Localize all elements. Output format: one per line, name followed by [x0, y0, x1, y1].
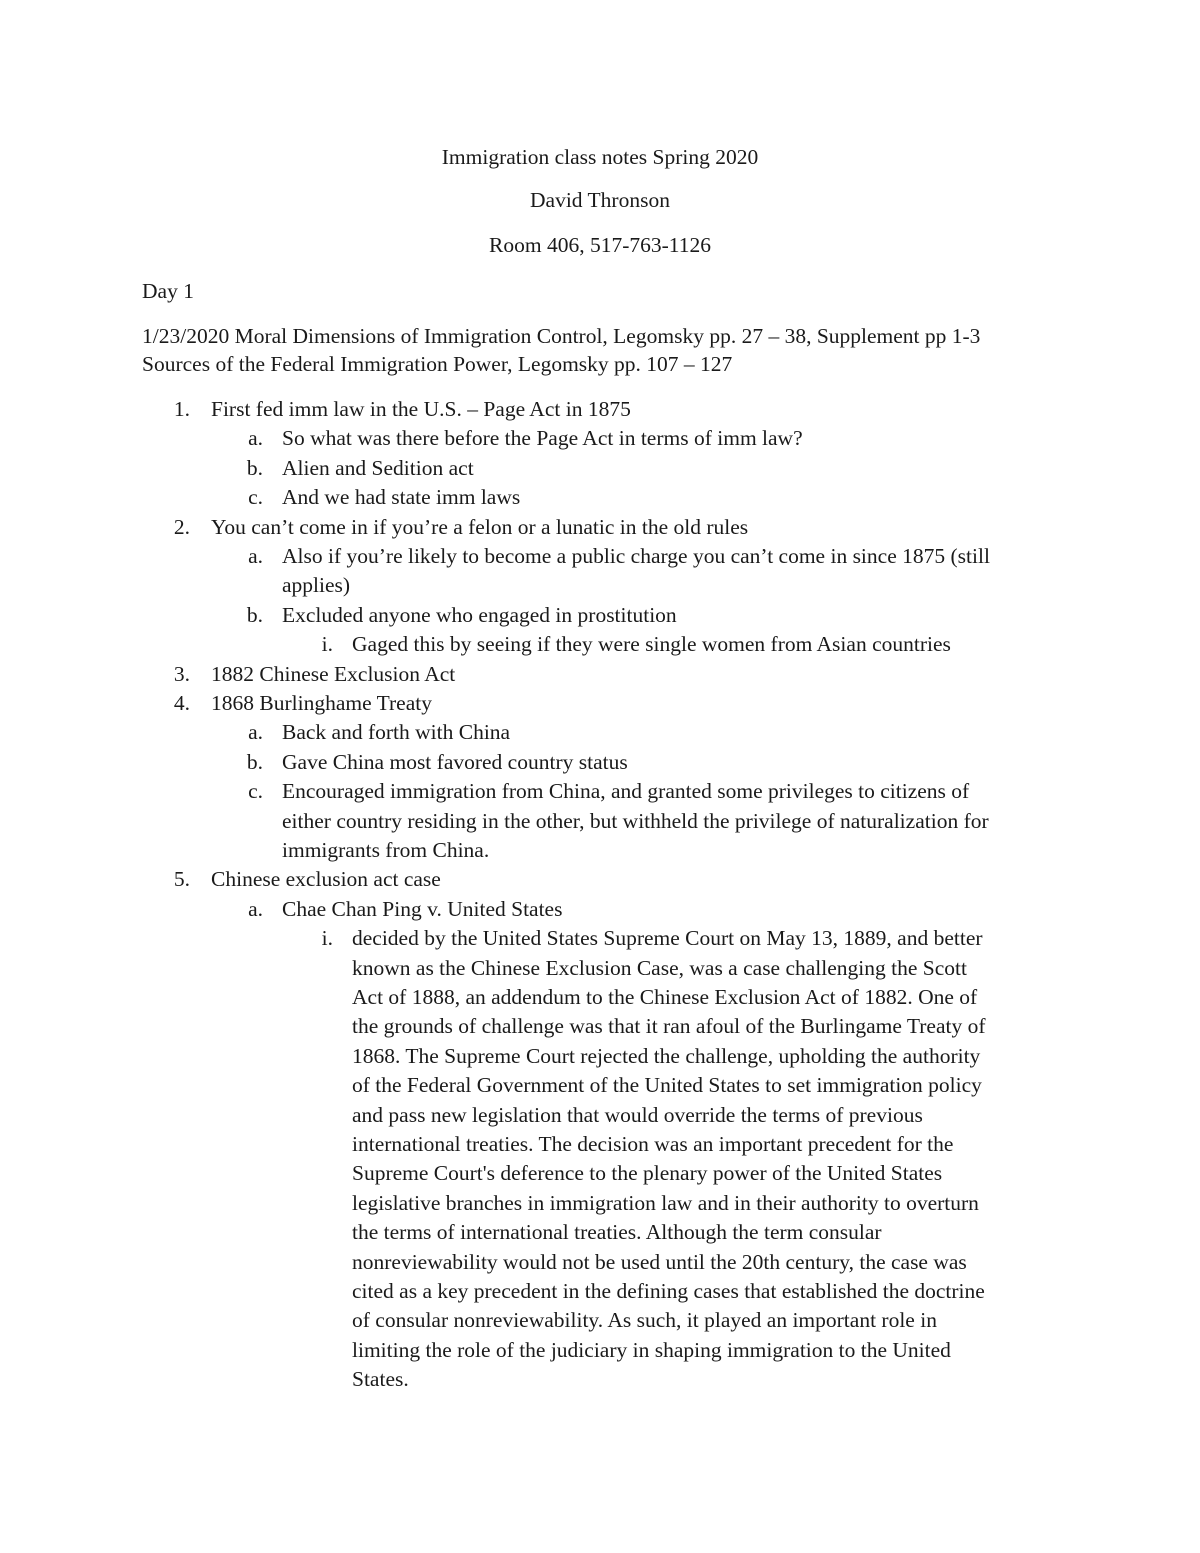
list-item-text: international treaties. The decision was an important precedent for the — [352, 1132, 954, 1156]
list-item-text: Act of 1888, an addendum to the Chinese Exclusion Act of 1882. One of — [352, 985, 978, 1009]
list-marker: b. — [246, 749, 263, 774]
list-item-text: 1868. The Supreme Court rejected the challenge, upholding the authority — [352, 1043, 981, 1068]
list-item-text: applies) — [282, 573, 351, 598]
list-item-text: known as the Chinese Exclusion Case, was a case challenging the Scott — [352, 955, 967, 980]
list-item-text: Back and forth with China — [282, 720, 511, 745]
list-item-text: and pass new legislation that would override the terms of previous — [352, 1102, 923, 1127]
list-item-text: So what was there before the Page Act in terms of imm law? — [282, 426, 803, 451]
list-item-text: of consular nonreviewability. As such, it played an important role in — [352, 1308, 937, 1333]
list-item-text: Gave China most favored country status — [282, 749, 628, 774]
list-item-text: cited as a key precedent in the defining cases that established the doctrine — [352, 1279, 985, 1303]
list-item-text: legislative branches in immigration law and in their authority to overturn — [352, 1190, 979, 1215]
list-item-text: States. — [352, 1367, 409, 1392]
intro-line-2: Sources of the Federal Immigration Power, Legomsky pp. 107 – 127 — [142, 352, 733, 376]
list-item-text: Alien and Sedition act — [282, 455, 474, 480]
list-item-text: decided by the United States Supreme Court on May 13, 1889, and better — [352, 926, 983, 951]
list-item-text: 1868 Burlinghame Treaty — [211, 691, 432, 715]
list-marker: 1. — [173, 397, 190, 421]
list-item-text: immigrants from China. — [282, 838, 490, 862]
list-marker: b. — [246, 602, 263, 627]
list-marker: a. — [248, 896, 263, 921]
document-title: Immigration class notes Spring 2020 — [441, 145, 759, 169]
list-marker: 3. — [173, 661, 190, 686]
list-marker: 2. — [173, 514, 190, 539]
list-marker: c. — [248, 485, 263, 510]
list-marker: a. — [248, 426, 263, 451]
list-item-text: And we had state imm laws — [282, 485, 521, 510]
list-item-text: of the Federal Government of the United States to set immigration policy — [352, 1073, 982, 1098]
author-name: David Thronson — [530, 188, 670, 212]
list-marker: c. — [248, 779, 263, 804]
list-item-text: Chinese exclusion act case — [211, 867, 441, 892]
list-marker: 4. — [173, 691, 190, 715]
list-item-text: You can’t come in if you’re a felon or a lunatic in the old rules — [211, 514, 749, 539]
list-item-text: Supreme Court's deference to the plenary power of the United States — [352, 1161, 943, 1186]
list-marker: a. — [248, 544, 263, 568]
list-marker: i. — [321, 632, 333, 657]
list-item-text: nonreviewability would not be used until the 20th century, the case was — [352, 1249, 967, 1274]
intro-line-1: 1/23/2020 Moral Dimensions of Immigration Control, Legomsky pp. 27 – 38, Supplement pp 1-3 — [142, 324, 981, 348]
day-label: Day 1 — [142, 279, 194, 303]
list-item-text: the terms of international treaties. Although the term consular — [352, 1220, 882, 1245]
list-item-text: First fed imm law in the U.S. – Page Act in 1875 — [211, 397, 631, 421]
list-item-text: limiting the role of the judiciary in shaping immigration to the United — [352, 1337, 951, 1362]
contact-info: Room 406, 517-763-1126 — [489, 233, 711, 257]
list-marker: i. — [321, 926, 333, 951]
list-item-text: Excluded anyone who engaged in prostitution — [282, 602, 677, 627]
list-marker: a. — [248, 720, 263, 745]
list-item-text: Gaged this by seeing if they were single women from Asian countries — [352, 632, 951, 657]
list-item-text: Encouraged immigration from China, and granted some privileges to citizens of — [282, 779, 970, 804]
list-item-text: 1882 Chinese Exclusion Act — [211, 661, 456, 686]
list-item-text: Chae Chan Ping v. United States — [282, 896, 563, 921]
list-item-text: the grounds of challenge was that it ran afoul of the Burlingame Treaty of — [352, 1014, 986, 1039]
list-item-text: Also if you’re likely to become a public charge you can’t come in since 1875 (still — [282, 544, 990, 568]
list-item-text: either country residing in the other, but withheld the privilege of naturalization for — [282, 808, 989, 833]
list-marker: 5. — [173, 867, 190, 892]
list-marker: b. — [246, 455, 263, 480]
